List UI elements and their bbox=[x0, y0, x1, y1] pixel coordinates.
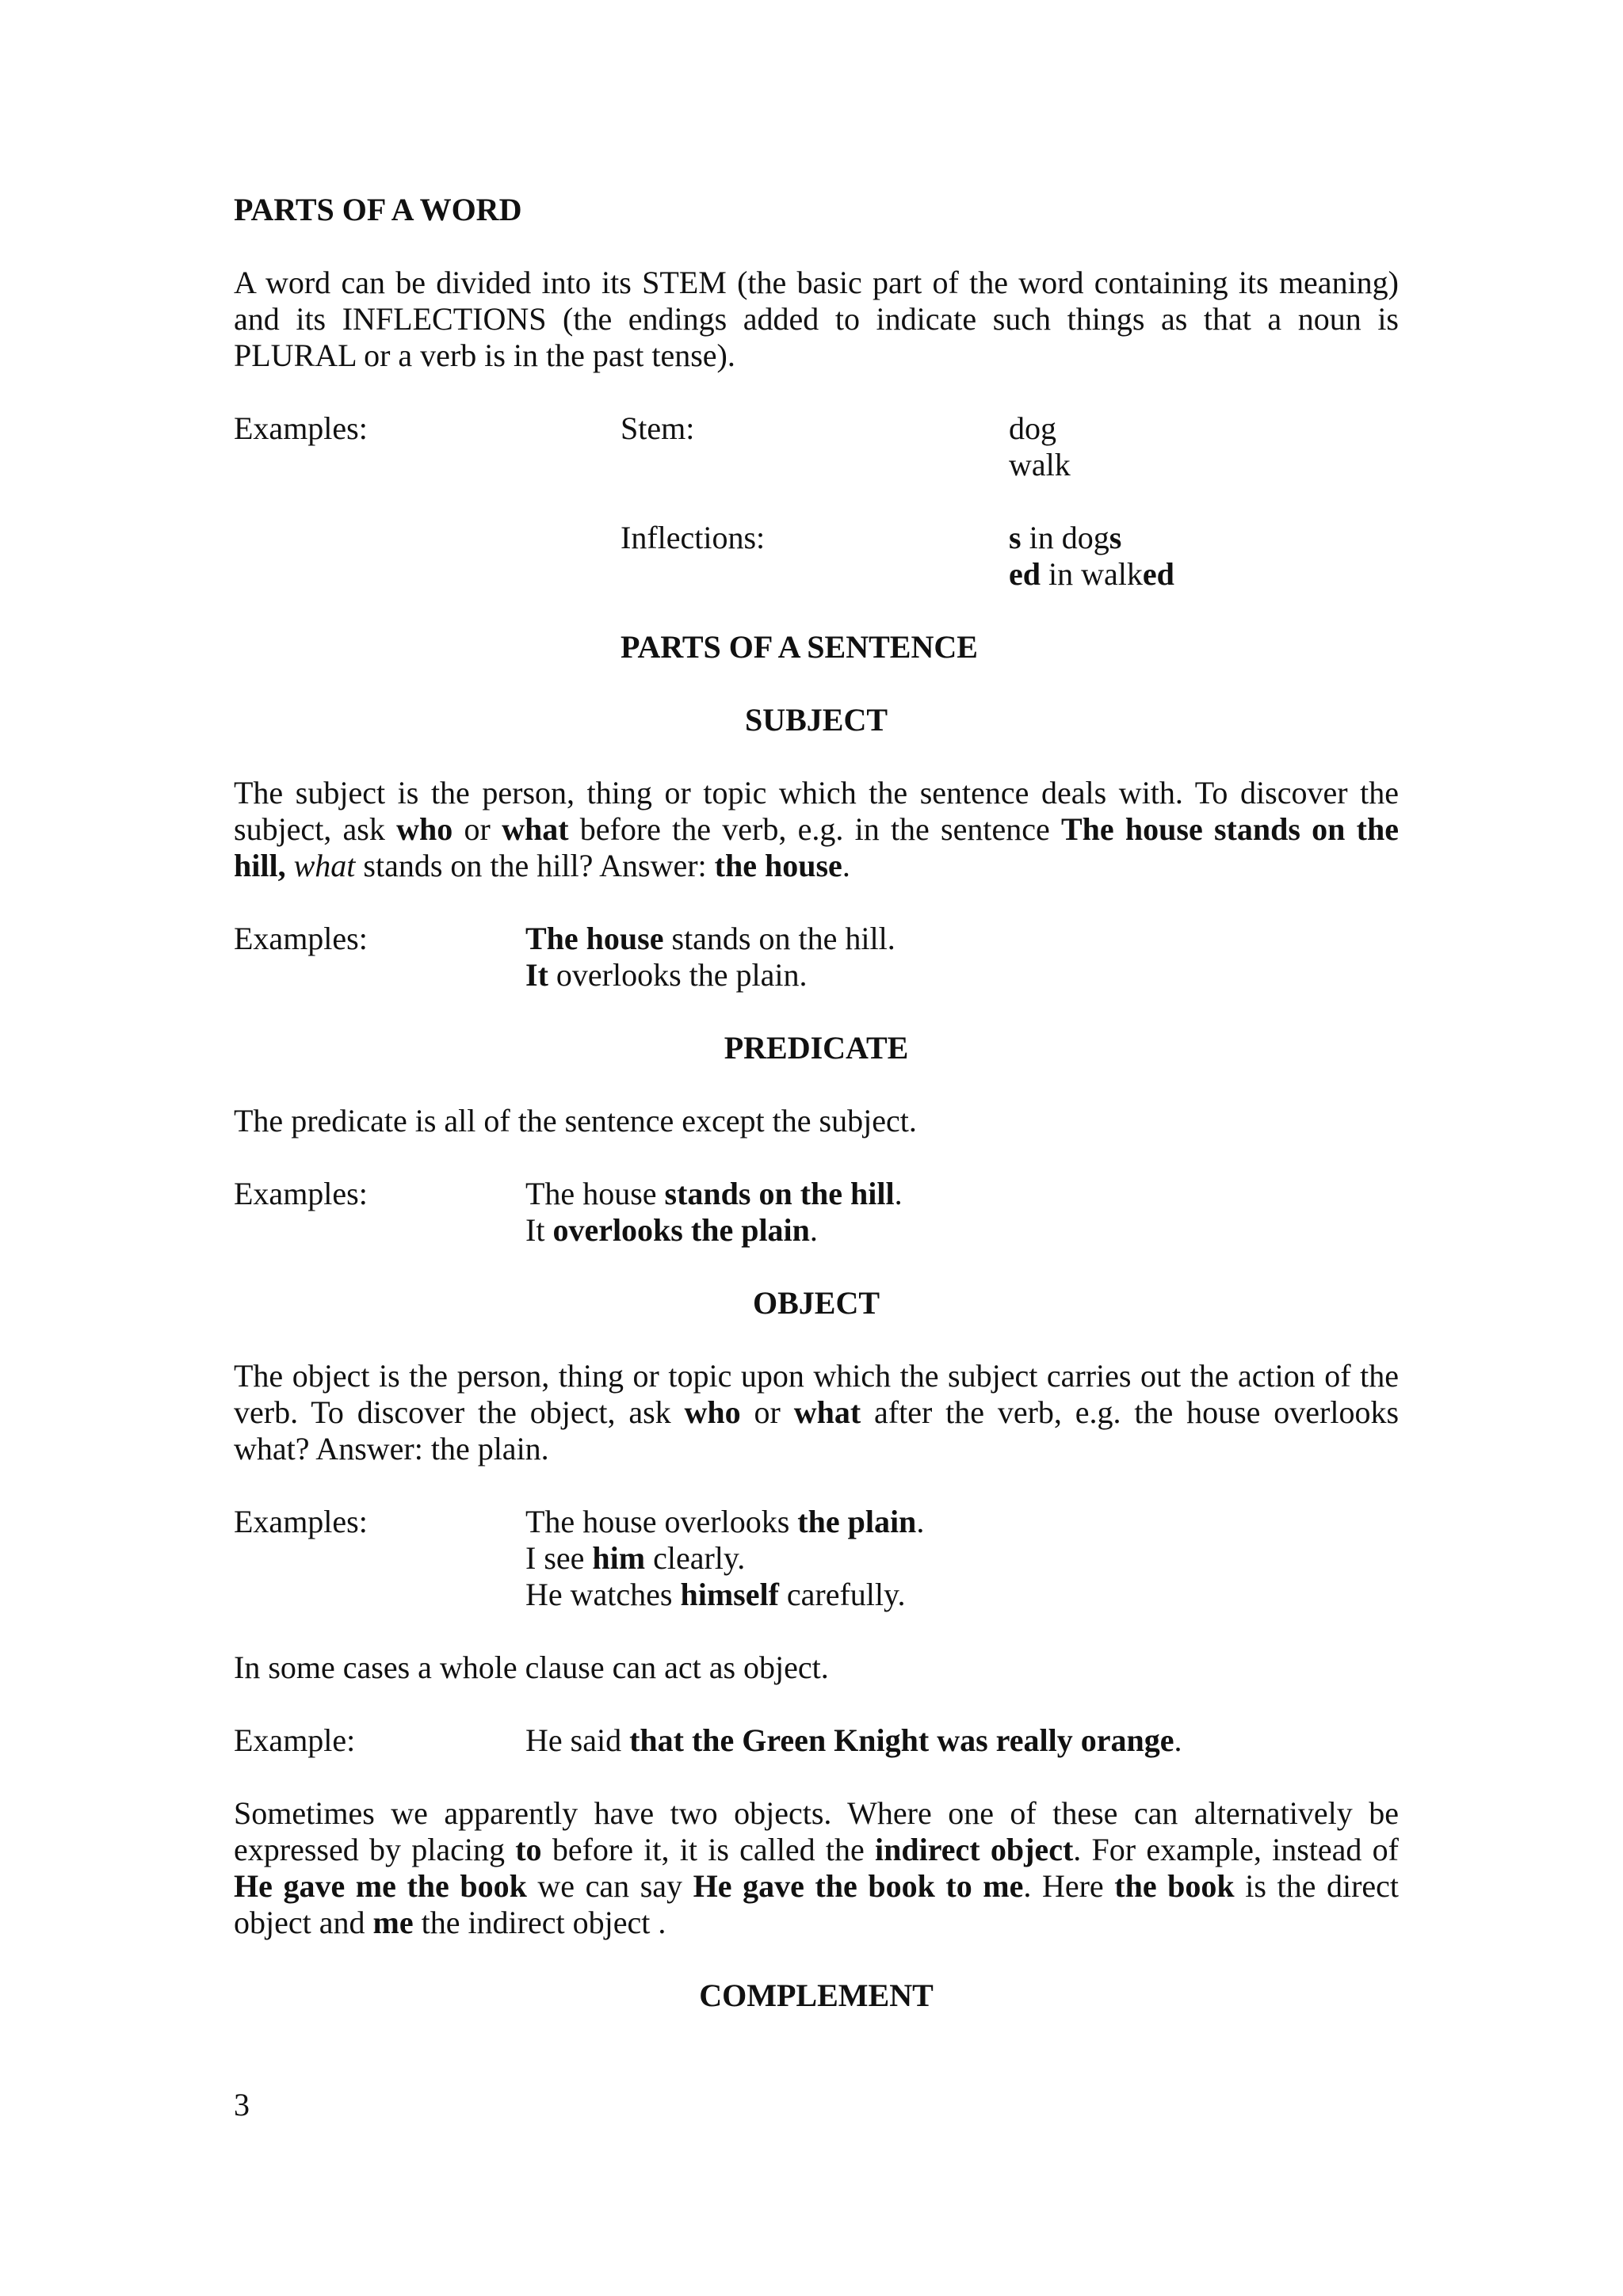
example-sentence: The house overlooks the plain. bbox=[525, 1504, 925, 1539]
stem-example: dog bbox=[1009, 410, 1056, 446]
example-label: Example: bbox=[234, 1722, 356, 1758]
examples-label: Examples: bbox=[234, 1176, 368, 1211]
section-heading: PARTS OF A SENTENCE bbox=[621, 629, 978, 665]
subject-paragraph: The subject is the person, thing or topic which the sentence deals with. To discover the subject, ask who or what before the verb, e.g. in the sentence The house stands on the hill, what stands on the hill? Answer: the house. bbox=[234, 775, 1399, 883]
word-section-heading bbox=[234, 192, 1399, 228]
examples-label: Examples: bbox=[234, 1504, 368, 1539]
predicate-heading: PREDICATE bbox=[724, 1030, 909, 1066]
inflection-example: ed in walked bbox=[1009, 556, 1174, 592]
subject-examples bbox=[234, 921, 1399, 994]
example-sentence: The house stands on the hill. bbox=[525, 921, 896, 956]
subject-heading: SUBJECT bbox=[744, 702, 888, 738]
object-paragraph: The object is the person, thing or topic upon which the subject carries out the action of the verb. To discover the object, ask who or what after the verb, e.g. the house overlooks what? Answer: the plain. bbox=[234, 1358, 1400, 1466]
example-sentence: It overlooks the plain. bbox=[525, 1212, 818, 1248]
indirect-object-paragraph: Sometimes we apparently have two objects. Where one of these can alternatively be expressed by placing to before it, it is called the indirect object. For example, instead of He gave me the book we can say He gave the book to me. Here the book is the direct object and me the indirect object . bbox=[234, 1795, 1400, 1940]
examples-label: Examples: bbox=[234, 410, 368, 446]
section-heading: PARTS OF A WORD bbox=[234, 192, 522, 227]
example-sentence: The house stands on the hill. bbox=[525, 1176, 903, 1211]
predicate-examples bbox=[234, 1176, 1399, 1249]
word-section-intro bbox=[234, 265, 1399, 374]
complement-heading: COMPLEMENT bbox=[699, 1978, 934, 2013]
stem-examples-table bbox=[234, 410, 1399, 483]
page-number: 3 bbox=[234, 2087, 250, 2122]
clause-paragraph: In some cases a whole clause can act as object. bbox=[234, 1650, 829, 1685]
clause-example bbox=[234, 1722, 1399, 1759]
inflection-examples-table bbox=[234, 520, 1399, 593]
intro-paragraph: A word can be divided into its STEM (the basic part of the word containing its meaning) and its INFLECTIONS (the endings added to indicate such things as that a noun is PLURAL or a verb is in the past tense). bbox=[234, 265, 1399, 373]
stem-label: Stem: bbox=[621, 410, 695, 446]
inflections-label: Inflections: bbox=[621, 520, 766, 555]
predicate-paragraph: The predicate is all of the sentence except the subject. bbox=[234, 1103, 917, 1138]
example-sentence: He said that the Green Knight was really orange. bbox=[525, 1722, 1182, 1758]
sentence-section-heading bbox=[621, 629, 978, 666]
example-sentence: I see him clearly. bbox=[525, 1540, 746, 1576]
example-sentence: It overlooks the plain. bbox=[525, 957, 808, 993]
stem-example: walk bbox=[1009, 447, 1071, 482]
inflection-example: s in dogs bbox=[1009, 520, 1122, 555]
object-examples bbox=[234, 1504, 1399, 1613]
examples-label: Examples: bbox=[234, 921, 368, 956]
example-sentence: He watches himself carefully. bbox=[525, 1577, 906, 1612]
object-heading: OBJECT bbox=[752, 1285, 880, 1321]
